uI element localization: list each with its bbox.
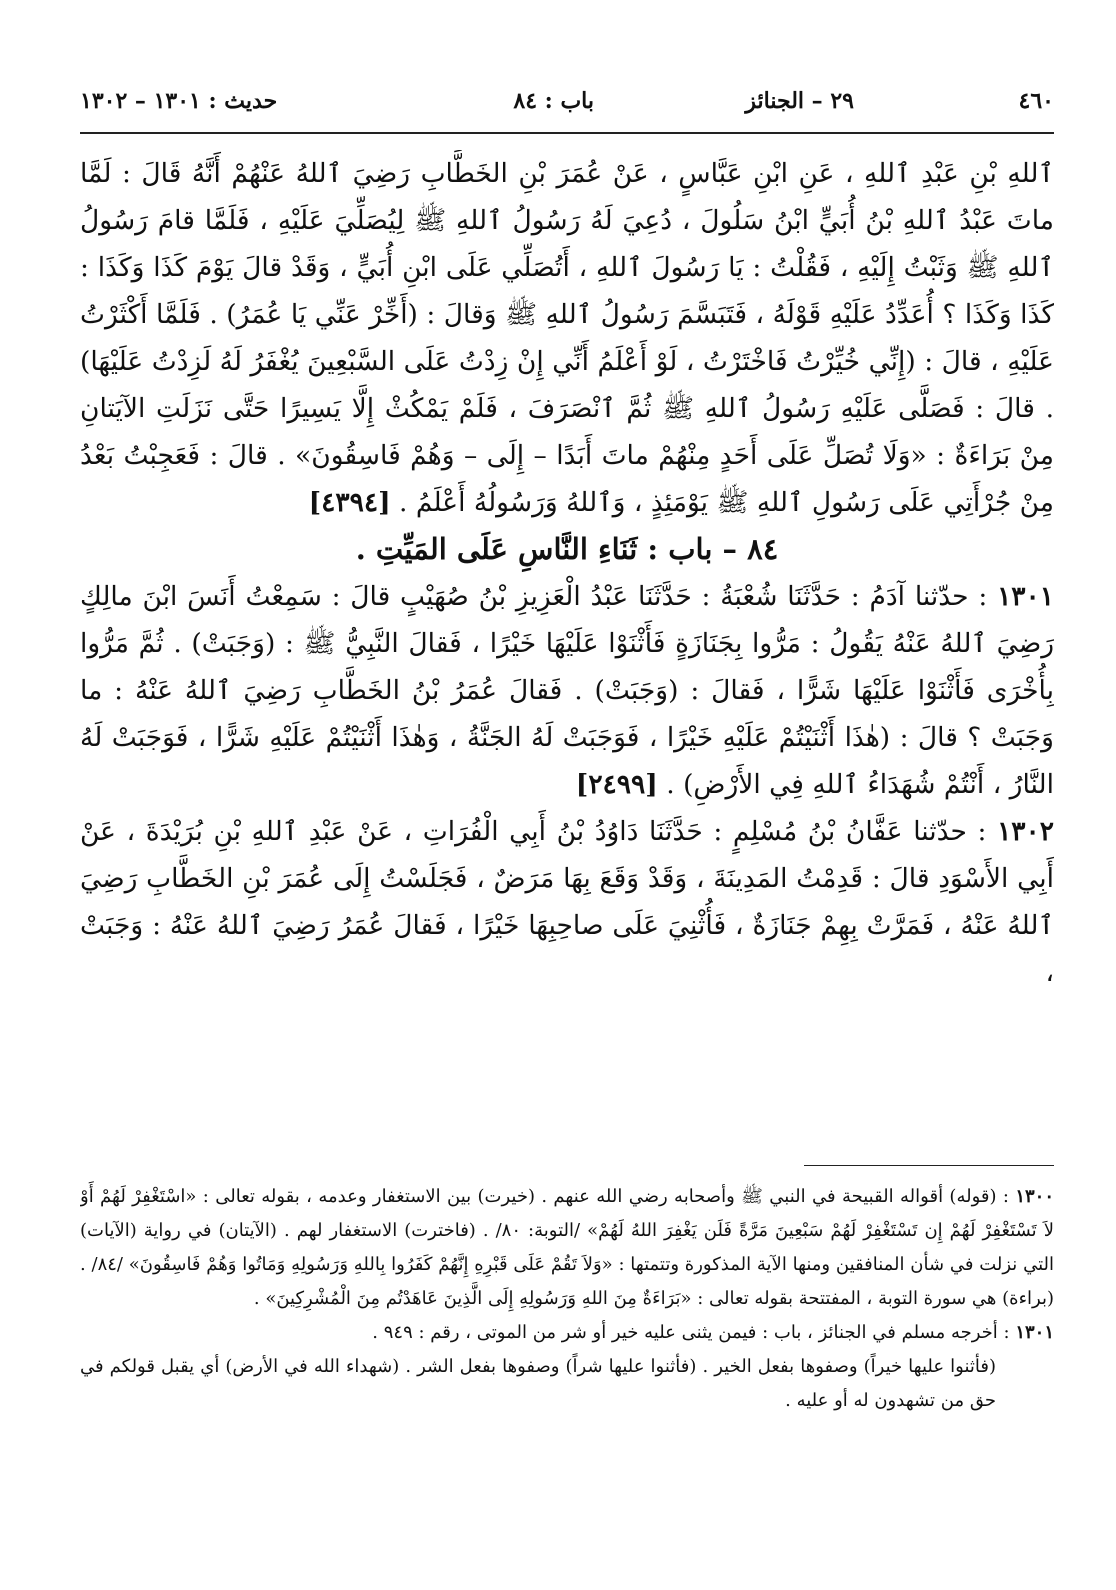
footnotes <box>80 1180 1054 1510</box>
hadith-number: ١٣٠٢ <box>997 816 1054 847</box>
hadith-1302 <box>80 808 1054 996</box>
footnote-1301 <box>80 1316 1054 1350</box>
footnote-text: : أخرجه مسلم في الجنائز ، باب : فيمن يثنى عليه خير أو شر من الموتى ، رقم : ٩٤٩ . <box>372 1322 1010 1343</box>
footnote-text: : (قوله) أقواله القبيحة في النبي ﷺ وأصحابه رضي الله عنهم . (خيرت) بين الاستغفار وعدمه ، بقوله تعالى : «اسْتَغْفِرْ لَهُمْ أَوْ لاَ تَسْتَغْفِرْ لَهُمْ إِن تَسْتَغْفِرْ لَهُمْ سَبْعِينَ مَرَّةً فَلَن يَغْفِرَ اللهُ لَهُمْ» /التوبة: ٨٠/ . (فاخترت) الاستغفار لهم . (الآيتان) في رواية (الآيات) التي نزلت في شأن المنافقين ومنها الآية المذكورة وتتمتها : «وَلاَ تَقُمْ عَلَى قَبْرِهِ إِنَّهُمْ كَفَرُوا بِاللهِ وَرَسُولِهِ وَمَاتُوا وَهُمْ فَاسِقُونَ» /٨٤/ . (براءة) هي سورة التوبة ، المفتتحة بقوله تعالى : «بَرَاءَةٌ مِنَ اللهِ وَرَسُولِهِ إِلَى الَّذِينَ عَاهَدْتُم مِنَ الْمُشْرِكِينَ» . <box>80 1186 1054 1309</box>
hadith-text: : حدّثنا عَفَّانُ بْنُ مُسْلِمٍ : حَدَّثَنَا دَاوُدُ بْنُ أَبِي الْفُرَاتِ ، عَنْ عَبْدِ ٱللهِ بْنِ بُرَيْدَةَ ، عَنْ أَبِي الأَسْوَدِ قالَ : قَدِمْتُ المَدِينَةَ ، وَقَدْ وَقَعَ بِهَا مَرَضٌ ، فَجَلَسْتُ إِلَى عُمَرَ بْنِ الخَطَّابِ رَضِيَ ٱللهُ عَنْهُ ، فَمَرَّتْ بِهِمْ جَنَازَةٌ ، فَأُثْنِيَ عَلَى صاحِبِهَا خَيْرًا ، فَقالَ عُمَرُ رَضِيَ ٱللهُ عَنْهُ : وَجَبَتْ ، <box>80 816 1054 988</box>
footnote-number: ١٣٠١ <box>1015 1322 1054 1343</box>
cross-reference: [٢٤٩٩] <box>575 769 658 800</box>
chapter-title: ٨٤ – باب : ثَنَاءِ النَّاسِ عَلَى المَيِّتِ . <box>355 532 779 566</box>
page-header <box>80 82 1054 122</box>
paragraph-text: ٱللهِ بْنِ عَبْدِ ٱللهِ ، عَنِ ابْنِ عَبَّاسٍ ، عَنْ عُمَرَ بْنِ الخَطَّابِ رَضِيَ ٱللهُ عَنْهُمْ أَنَّهُ قَالَ : لَمَّا ماتَ عَبْدُ ٱللهِ بْنُ أُبَيٍّ ابْنُ سَلُولَ ، دُعِيَ لَهُ رَسُولُ ٱللهِ ﷺ لِيُصَلِّيَ عَلَيْهِ ، فَلَمَّا قامَ رَسُولُ ٱللهِ ﷺ وَثَبْتُ إِلَيْهِ ، فَقُلْتُ : يَا رَسُولَ ٱللهِ ، أَتُصَلِّي عَلَى ابْنِ أُبَيٍّ ، وَقَدْ قالَ يَوْمَ كَذَا وَكَذَا : كَذَا وَكَذَا ؟ أُعَدِّدُ عَلَيْهِ قَوْلَهُ ، فَتَبَسَّمَ رَسُولُ ٱللهِ ﷺ وَقالَ : (أَخِّرْ عَنِّي يَا عُمَرُ) . فَلَمَّا أَكْثَرْتُ عَلَيْهِ ، قالَ : (إِنِّي خُيِّرْتُ فَاخْتَرْتُ ، لَوْ أَعْلَمُ أَنِّي إِنْ زِدْتُ عَلَى السَّبْعِينَ يُغْفَرُ لَهُ لَزِدْتُ عَلَيْهَا) . قالَ : فَصَلَّى عَلَيْهِ رَسُولُ ٱللهِ ﷺ ثُمَّ ٱنْصَرَفَ ، فَلَمْ يَمْكُثْ إِلَّا يَسِيرًا حَتَّى نَزَلَتِ الآيَتانِ مِنْ بَرَاءَةٌ : «وَلَا تُصَلِّ عَلَى أَحَدٍ مِنْهُمْ ماتَ أَبَدًا – إِلَى – وَهُمْ فَاسِقُونَ» . قالَ : فَعَجِبْتُ بَعْدُ مِنْ جُرْأَتِي عَلَى رَسُولِ ٱللهِ ﷺ يَوْمَئِذٍ ، وَٱللهُ وَرَسُولُهُ أَعْلَمُ . <box>80 158 1054 518</box>
chapter-heading: ٢٩ – الجنائز <box>745 88 854 114</box>
hadith-text: : حدّثنا آدَمُ : حَدَّثَنَا شُعْبَةُ : حَدَّثَنَا عَبْدُ الْعَزِيزِ بْنُ صُهَيْبٍ قالَ : سَمِعْتُ أَنَسَ ابْنَ مالِكٍ رَضِيَ ٱللهُ عَنْهُ يَقُولُ : مَرُّوا بِجَنَازَةٍ فَأَثْنَوْا عَلَيْهَا خَيْرًا ، فَقالَ النَّبِيُّ ﷺ : (وَجَبَتْ) . ثُمَّ مَرُّوا بِأُخْرَى فَأَثْنَوْا عَلَيْهَا شَرًّا ، فَقالَ : (وَجَبَتْ) . فَقالَ عُمَرُ بْنُ الخَطَّابِ رَضِيَ ٱللهُ عَنْهُ : ما وَجَبَتْ ؟ قالَ : (هٰذَا أَثْنَيْتُمْ عَلَيْهِ خَيْرًا ، فَوَجَبَتْ لَهُ الجَنَّةُ ، وَهٰذَا أَثْنَيْتُمْ عَلَيْهِ شَرًّا ، فَوَجَبَتْ لَهُ النَّارُ ، أَنْتُمْ شُهَدَاءُ ٱللهِ فِي الأَرْضِ) . <box>80 581 1054 800</box>
bab-heading: باب : ٨٤ <box>513 88 594 114</box>
hadith-1301 <box>80 573 1054 808</box>
cross-reference: [٤٣٩٤] <box>308 487 391 518</box>
page-number: ٤٦٠ <box>1018 88 1054 114</box>
hadith-1300-continuation <box>80 150 1054 526</box>
footnote-1301-glossary: (فأثنوا عليها خيراً) وصفوها بفعل الخير . (فأثنوا عليها شراً) وصفوها بفعل الشر . (شهداء الله في الأرض) أي يقبل قولكم في حق من تشهدون له أو عليه . <box>80 1356 997 1411</box>
hadith-number: ١٣٠١ <box>997 581 1054 612</box>
main-text <box>80 150 1054 1095</box>
footnote-divider <box>804 1165 1054 1166</box>
footnote-1300 <box>80 1180 1054 1316</box>
footnote-number: ١٣٠٠ <box>1015 1186 1054 1207</box>
header-divider <box>80 132 1054 134</box>
hadith-range-heading: حديث : ١٣٠١ – ١٣٠٢ <box>80 88 278 114</box>
